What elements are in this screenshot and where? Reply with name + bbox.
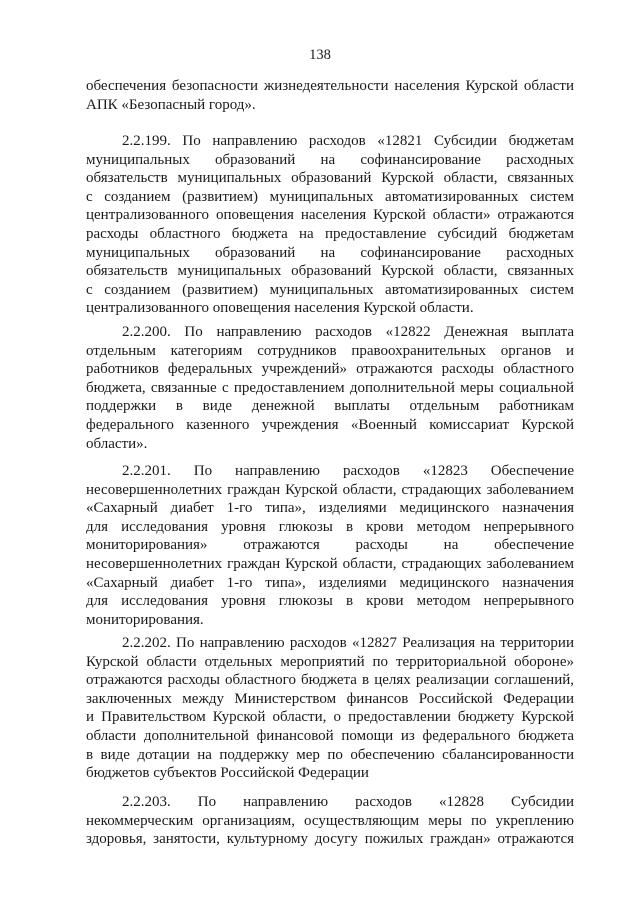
page-number: 138 (309, 47, 331, 63)
text-line: обеспечения безопасности жизнедеятельности населения Курской области (86, 78, 574, 94)
text-line: муниципальных образований на софинансирование расходных (86, 151, 574, 168)
text-line: отражаются расходы областного бюджета в целях реализации соглашений, (86, 672, 574, 689)
text-line: «Сахарный диабет 1-го типа», изделиями медицинского назначения (86, 574, 574, 591)
paragraph-2-2-201 (86, 462, 574, 629)
text-line: мониторирования. (86, 611, 204, 628)
text-line: бюджета, связанные с предоставлением дополнительной меры социальной (86, 379, 574, 396)
text-line: 2.2.201. По направлению расходов «12823 Обеспечение (122, 463, 574, 479)
text-line: заключенных между Министерством финансов Российской Федерации (86, 690, 574, 707)
text-line: работников федеральных учреждений» отражаются расходы областного (86, 361, 574, 378)
text-line: с созданием (развитием) муниципальных автоматизированных систем (86, 281, 574, 298)
text-line: АПК «Безопасный город». (86, 96, 256, 113)
text-line: области дополнительной финансовой помощи из федерального бюджета (86, 727, 574, 744)
text-line: области». (86, 435, 148, 452)
text-line: Курской области отдельных мероприятий по территориальной обороне» (86, 653, 574, 670)
paragraph-2-2-202 (86, 634, 574, 783)
text-line: для исследования уровня глюкозы в крови методом непрерывного (86, 593, 574, 610)
text-line: несовершеннолетних граждан Курской области, страдающих заболеванием (86, 555, 574, 572)
text-line: здоровья, занятости, культурному досугу пожилых граждан» отражаются (86, 831, 574, 848)
text-line: обязательств муниципальных образований Курской области, связанных (86, 263, 574, 280)
text-line: расходы областного бюджета на предоставление субсидий бюджетам (86, 225, 574, 242)
text-line: обязательств муниципальных образований Курской области, связанных (86, 170, 574, 187)
text-line: централизованного оповещения населения Курской области» отражаются (86, 207, 574, 224)
text-line: поддержки в виде денежной выплаты отдельным работникам (86, 398, 574, 415)
text-line: отдельным категориям сотрудников правоохранительных органов и (86, 342, 574, 359)
text-line: с созданием (развитием) муниципальных автоматизированных систем (86, 188, 574, 205)
text-line: бюджетов субъектов Российской Федерации (86, 765, 369, 782)
text-line: муниципальных образований на софинансирование расходных (86, 244, 574, 261)
text-line: «Сахарный диабет 1-го типа», изделиями медицинского назначения (86, 500, 574, 517)
text-line: и Правительством Курской области, о предоставлении бюджету Курской (86, 709, 574, 726)
paragraph-continuation (86, 77, 574, 114)
text-line: 2.2.199. По направлению расходов «12821 Субсидии бюджетам (122, 133, 574, 149)
text-line: 2.2.203. По направлению расходов «12828 Субсидии (122, 794, 574, 810)
text-line: 2.2.200. По направлению расходов «12822 Денежная выплата (122, 324, 574, 340)
text-line: федерального казенного учреждения «Военный комиссариат Курской (86, 416, 574, 433)
text-line: централизованного оповещения населения Курской области. (86, 300, 474, 317)
text-line: несовершеннолетних граждан Курской области, страдающих заболеванием (86, 481, 574, 498)
paragraph-2-2-200 (86, 323, 574, 453)
text-line: некоммерческим организациям, осуществляющим меры по укреплению (86, 812, 574, 829)
text-line: для исследования уровня глюкозы в крови методом непрерывного (86, 518, 574, 535)
paragraph-2-2-199 (86, 132, 574, 318)
text-line: мониторирования» отражаются расходы на обеспечение (86, 537, 574, 554)
paragraph-2-2-203 (86, 793, 574, 849)
text-line: 2.2.202. По направлению расходов «12827 Реализация на территории (122, 635, 574, 651)
text-line: в виде дотации на поддержку мер по обеспечению сбалансированности (86, 746, 574, 763)
